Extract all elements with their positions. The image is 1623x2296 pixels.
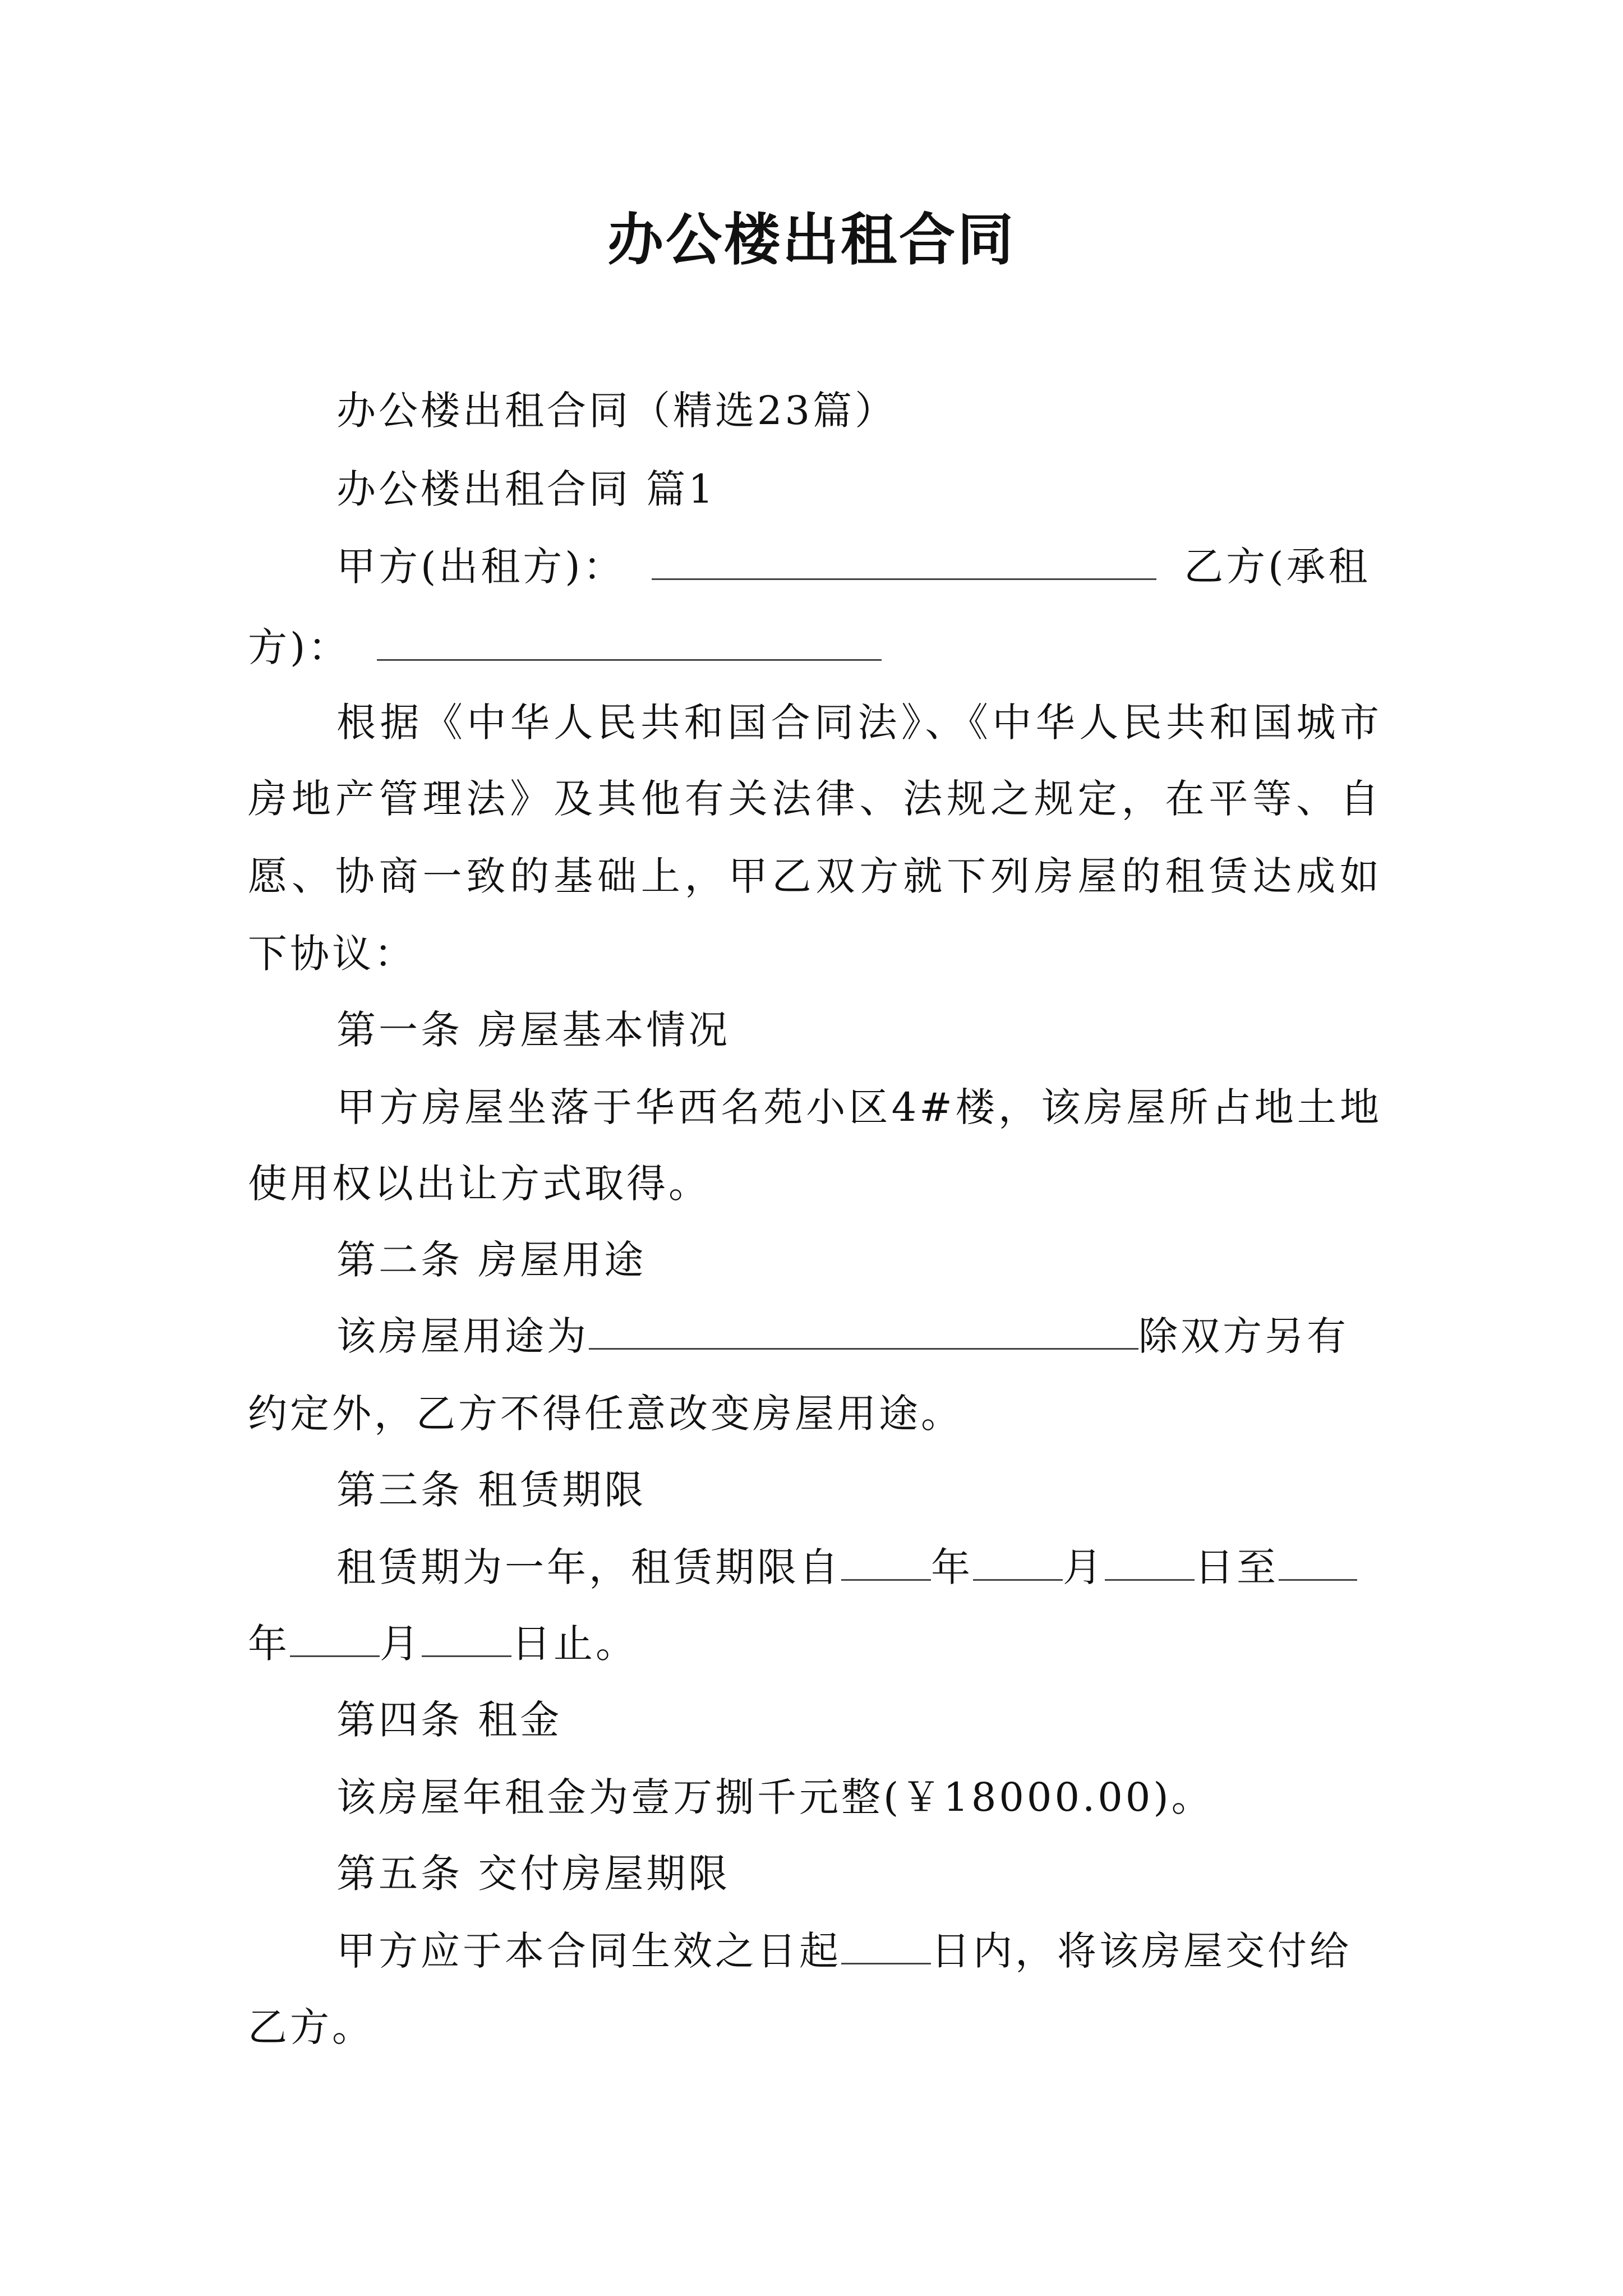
date-blank (841, 1540, 931, 1581)
paragraph-text: 日止。 (511, 1621, 638, 1667)
party-b-blank (377, 620, 882, 661)
paragraph-line (248, 1156, 711, 1212)
party-b-label: 乙方(承租 (1184, 544, 1371, 590)
date-blank (422, 1616, 511, 1657)
paragraph-text: 除双方另有 (1138, 1313, 1349, 1359)
article-heading-text: 第一条 房屋基本情况 (336, 1007, 731, 1053)
subtitle-line (336, 383, 897, 439)
paragraph-text: 年 (931, 1544, 973, 1590)
paragraph-line (248, 1386, 963, 1442)
paragraph-text: 甲方房屋坐落于华西名苑小区4#楼，该房屋所占地土地 (336, 1084, 1382, 1130)
article-heading (336, 1692, 562, 1748)
paragraph-line (248, 771, 1382, 827)
date-blank (973, 1540, 1063, 1581)
date-blank (1105, 1540, 1195, 1581)
paragraph-text: 年 (248, 1621, 290, 1667)
paragraph-text: 租赁期为一年，租赁期限自 (336, 1544, 841, 1590)
paragraph-line (248, 1999, 374, 2055)
paragraph-text: 根据《中华人民共和国合同法》、《中华人民共和国城市 (336, 700, 1382, 746)
paragraph-text: 甲方应于本合同生效之日起 (336, 1928, 841, 1974)
paragraph-line (336, 1769, 1214, 1825)
date-blank (290, 1616, 380, 1657)
usage-line (336, 1308, 1349, 1364)
paragraph-text: 愿、协商一致的基础上，甲乙双方就下列房屋的租赁达成如 (248, 853, 1382, 899)
article-heading-text: 第三条 租赁期限 (336, 1467, 647, 1513)
article-heading-text: 第五条 交付房屋期限 (336, 1851, 731, 1897)
party-b-label-end: 方)： (248, 624, 351, 670)
party-b-line (248, 619, 882, 675)
paragraph-line (248, 926, 416, 982)
article-heading (336, 1232, 646, 1288)
party-a-label: 甲方(出租方)： (336, 544, 625, 590)
section-heading (336, 461, 716, 517)
paragraph-text: 月 (1063, 1544, 1105, 1590)
days-blank (841, 1924, 931, 1964)
section-heading-text: 办公楼出租合同 篇1 (336, 466, 716, 512)
article-heading (336, 1462, 646, 1518)
paragraph-line (336, 694, 1382, 751)
document-title: 办公楼出租合同 (607, 207, 1016, 273)
paragraph-line (248, 848, 1382, 904)
subtitle-text: 办公楼出租合同（精选23篇） (336, 388, 897, 434)
date-blank (1279, 1540, 1357, 1581)
delivery-line (336, 1923, 1352, 1979)
paragraph-text: 房地产管理法》及其他有关法律、法规之规定，在平等、自 (248, 776, 1382, 822)
article-heading-text: 第四条 租金 (336, 1697, 562, 1743)
article-heading-text: 第二条 房屋用途 (336, 1237, 647, 1283)
paragraph-line (336, 1079, 1382, 1135)
party-a-blank (652, 539, 1156, 580)
paragraph-text: 日内，将该房屋交付给 (931, 1928, 1352, 1974)
usage-blank (589, 1309, 1138, 1350)
paragraph-text: 使用权以出让方式取得。 (248, 1161, 711, 1207)
paragraph-text: 约定外，乙方不得任意改变房屋用途。 (248, 1391, 963, 1437)
paragraph-text: 月 (380, 1621, 422, 1667)
party-a-line (336, 539, 1370, 595)
paragraph-text: 下协议： (248, 931, 416, 977)
paragraph-text: 乙方。 (248, 2004, 374, 2050)
paragraph-text: 该房屋用途为 (336, 1313, 589, 1359)
term-line (336, 1539, 1357, 1595)
article-heading (336, 1002, 730, 1058)
paragraph-text: 日至 (1195, 1544, 1279, 1590)
paragraph-text: 该房屋年租金为壹万捌千元整(￥18000.00)。 (336, 1774, 1214, 1820)
article-heading (336, 1846, 730, 1902)
term-end-line (248, 1616, 638, 1672)
